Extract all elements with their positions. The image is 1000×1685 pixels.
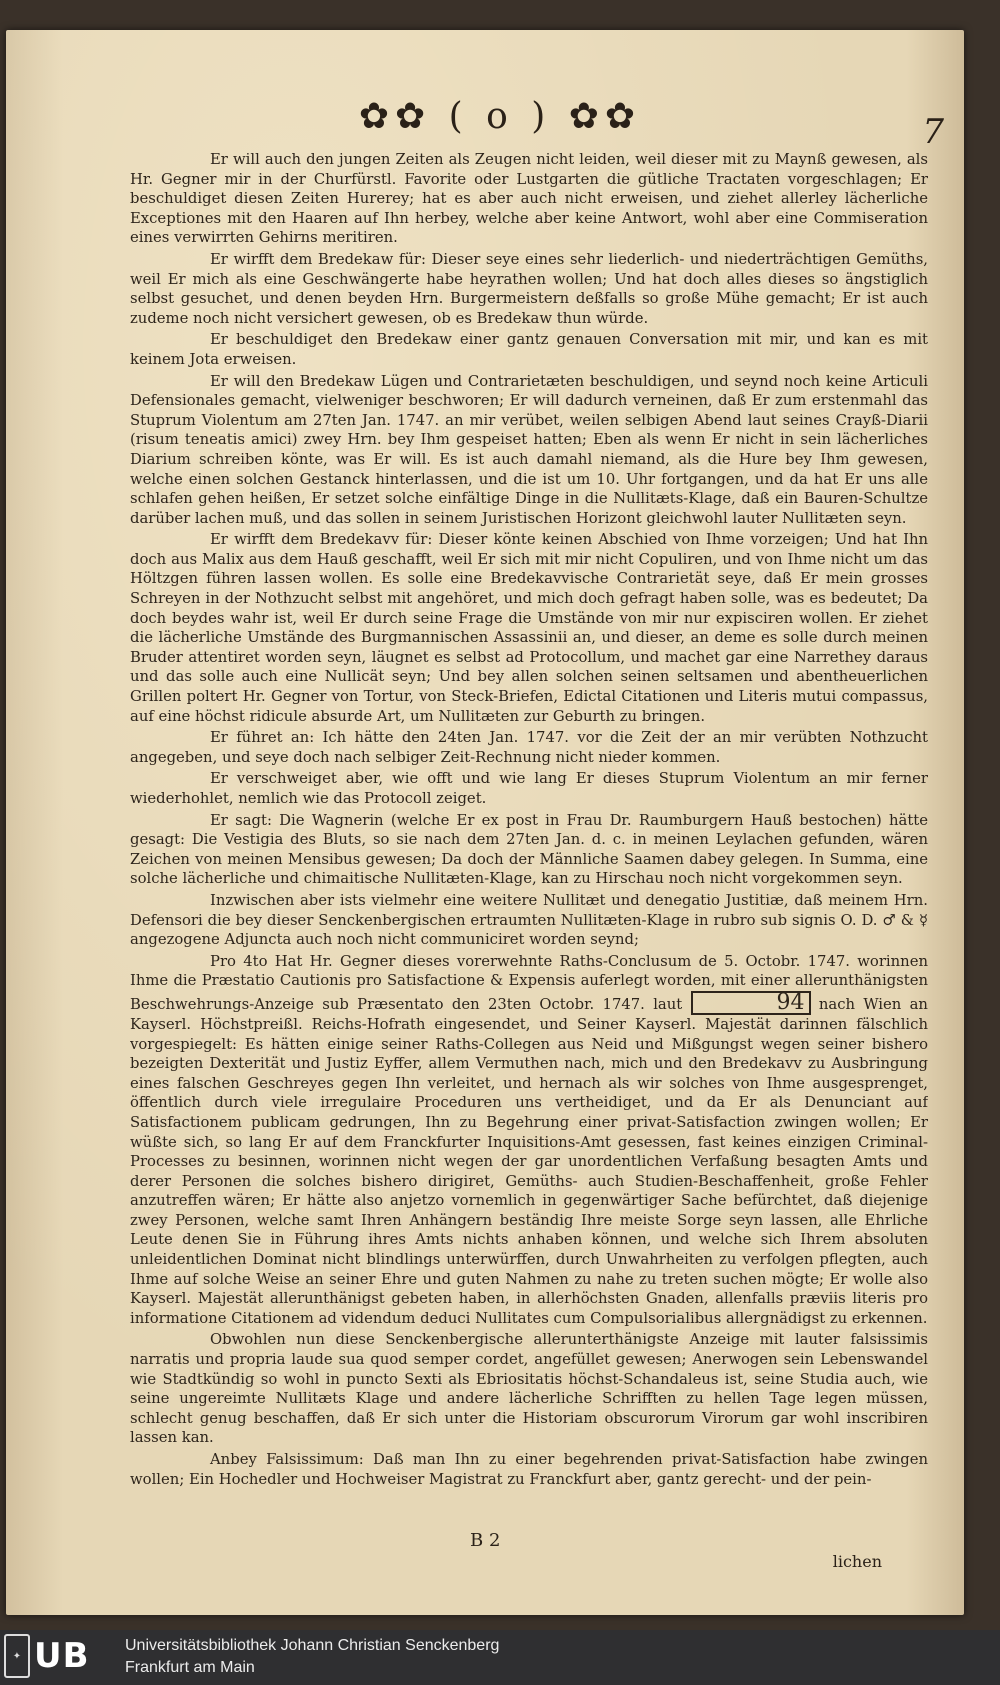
paragraph: Er verschweiget aber, wie offt und wie lang Er dieses Stuprum Violentum an mir ferner wiederhohlet, nemlich wie das Protocoll zeiget. bbox=[130, 770, 928, 807]
seal-icon: ✦ bbox=[4, 1634, 30, 1678]
document-body bbox=[130, 150, 928, 1495]
catchword: lichen bbox=[832, 1552, 882, 1571]
paragraph: Er führet an: Ich hätte den 24ten Jan. 1747. vor die Zeit der an mir verübten Nothzucht angegeben, und seye doch nach selbiger Zeit-Rechnung nicht nieder kommen. bbox=[130, 729, 928, 766]
paragraph: Er wirfft dem Bredekaw für: Dieser seye eines sehr liederlich- und niederträchtigen Gemüths, weil Er mich als eine Geschwängerte habe heyrathen wollen; Und hat doch alles dieses so ängstiglich selbst gesuchet, und denen beyden Hrn. Burgermeistern deßfalls so große Mühe gemacht; Er ist auch zudeme noch nicht versichert gewesen, ob es Bredekaw thun würde. bbox=[130, 250, 928, 327]
page-header-ornament: ✿✿ ( o ) ✿✿ bbox=[358, 96, 642, 137]
paragraph-part: nach Wien an Kayserl. Höchstpreißl. Reichs-Hofrath eingesendet, und Seiner Kayserl. Majestät darinnen fälschlich vorgespiegelt: Es hätten einige seiner Raths-Collegen aus Neid und Mißgungst wegen seiner bishero bezeigten Dexterität und Justiz Eyffer, allem Vermuthen nach, mich und den Bredekavv zu Ausbringung eines falschen Geschreyes gegen Ihn verleitet, und hernach als wir solches von Ihme ausgesprenget, öffentlich durch viele irregulaire Proceduren uns vertheidiget, und da Er als Denunciant auf Satisfactionem publicam gedrungen, Ihn zu Begehrung einer privat-Satisfaction zwingen wollen; Er wüßte sich, so lang Er auf dem Franckfurter Inquisitions-Amt gesessen, fast keines einzigen Criminal-Processes zu besinnen, worinnen nicht wegen der gar unordentlichen Verfaßung besagten Amts und derer Personen die solches bishero dirigiret, Gemüths- auch Studien-Beschaffenheit, große Fehler anzutreffen wären; Er hätte also anjetzo vornemlich in gegenwärtiger Sache befürchtet, daß diejenige zwey Personen, welche samt Ihren Anhängern beständig Ihre meiste Sorge seyn lassen, alle Ehrliche Leute denen Sie in Führung ihres Amts nichts anhaben können, und welche sich Ihrem absoluten unleidentlichen Dominat nicht blindlings unterwürffen, durch Unwahrheiten zu verfolgen pflegten, auch Ihme auf solche Weise an seiner Ehre und guten Nahmen zu nahe zu treten suchen mögte; Er wolle also Kayserl. Majestät allerunthänigst gebeten haben, in allerhöchsten Gnaden, allenfalls præviis literis pro informatione Citationem ad videndum deduci Nullitates cum Compulsorialibus allergnädigst zu erkennen. bbox=[130, 995, 928, 1327]
paragraph: Anbey Falsissimum: Daß man Ihn zu einer begehrenden privat-Satisfaction habe zwingen wollen; Ein Hochedler und Hochweiser Magistrat zu Franckfurt aber, gantz gerecht- und der pein- bbox=[130, 1451, 928, 1488]
logo-text: UB bbox=[34, 1636, 90, 1676]
page-number: 7 bbox=[922, 112, 944, 152]
paragraph: Er will auch den jungen Zeiten als Zeugen nicht leiden, weil dieser mit zu Maynß gewesen, als Hr. Gegner mir in der Churfürstl. Favorite oder Lustgarten die gütliche Tractaten vorgeschlagen; Er beschuldiget diesen Zeiten Hurerey; hat es aber auch nicht erweisen, und ziehet allerley lächerliche Exceptiones mit den Haaren auf Ihn herbey, welche aber keine Antwort, wohl aber eine Commiseration eines verwirrten Gehirns meritiren. bbox=[130, 151, 928, 247]
paragraph: Obwohlen nun diese Senckenbergische allerunterthänigste Anzeige mit lauter falsissimis narratis und propria laude sua quod semper cordet, angefüllet gewesen; Anerwogen sein Lebenswandel wie Stadtkündig so wohl in puncto Sexti als Ebriositatis höchst-Schandaleus ist, seine Studia auch, wie seine ungereimte Nullitæts Klage und andere lächerliche Schrifften zu hellen Tage legen müssen, schlecht genug beschaffen, daß Er sich unter die Historiam obscurorum Virorum gar wohl inscribiren lassen kan. bbox=[130, 1331, 928, 1447]
paragraph-with-reference bbox=[130, 952, 928, 1329]
institution-line-2: Frankfurt am Main bbox=[125, 1659, 255, 1676]
paragraph: Er wirfft dem Bredekavv für: Dieser könte keinen Abschied von Ihme vorzeigen; Und hat Ihn doch aus Malix aus dem Hauß geschafft, weil Er sich mit mir nicht Copuliren, und von Ihme nicht um das Höltzgen führen lassen wollen. Es solle eine Bredekavvische Contrarietät seye, daß Er mein grosses Schreyen in der Nothzucht selbst mit angehöret, und mich doch gefragt haben solle, was es bedeutet; Da doch beydes wahr ist, weil Er durch seine Frage die Umstände von mir nur expisciren wollen. Er ziehet die lächerliche Umstände des Burgmannischen Assassinii an, und dieser, an deme es solle durch meinen Bruder attentiret worden seyn, läugnet es selbst ad Protocollum, und machet gar eine Narrethey daraus und das solle auch eine Nullicät seyn; Und bey allen solchen seinen seltsamen und abentheuerlichen Grillen poltert Hr. Gegner von Tortur, von Steck-Briefen, Edictal Citationen und Literis mutui compassus, auf eine höchst ridicule absurde Art, um Nullitæten zur Geburth zu bringen. bbox=[130, 531, 928, 725]
paragraph: Inzwischen aber ists vielmehr eine weitere Nullitæt und denegatio Justitiæ, daß meinem Hrn. Defensori die bey dieser Senckenbergischen ertraumten Nullitæten-Klage in rubro sub signis O. D. ♂ & ☿ angezogene Adjuncta auch noch nicht communiciret worden seynd; bbox=[130, 891, 928, 949]
page-header-title: ( o ) bbox=[448, 96, 552, 137]
paragraph-part: Pro 4to Hat Hr. Gegner dieses vorerwehnte Raths-Conclusum de 5. Octobr. 1747. worinnen Ihme die Præstatio Cautionis pro Satisfactione & Expensis auferlegt worden, mit einer allerunthänigsten Beschwehrungs-Anzeige sub Præsentato den 23ten Octobr. 1747. laut bbox=[130, 952, 928, 1013]
library-logo[interactable] bbox=[4, 1634, 114, 1678]
footer-bar bbox=[0, 1630, 1000, 1685]
paragraph: Er will den Bredekaw Lügen und Contrarietæten beschuldigen, und seynd noch keine Articuli Defensionales gemacht, vielweniger beschworen; Er will dadurch verneinen, daß Er zum erstenmahl das Stuprum Violentum am 27ten Jan. 1747. an mir verübet, weilen selbigen Abend laut seines Crayß-Diarii (risum teneatis amici) zwey Hrn. bey Ihm gespeiset hatten; Eben als wenn Er nicht in sein lächerliches Diarium schreiben könte, was Er will. Es ist auch damahl niemand, als die Hure bey Ihm gewesen, welche einen solchen Gestanck hinterlassen, und die ist um 10. Uhr fortgangen, und da hat Er uns alle schlafen gehen heißen, Er setzet solche einfältige Dinge in die Nullitæts-Klage, daß ein Bauren-Schultze darüber lachen muß, und das sollen in seinem Juristischen Horizont gleichwohl lauter Nullitæten seyn. bbox=[130, 372, 928, 527]
paragraph: Er sagt: Die Wagnerin (welche Er ex post in Frau Dr. Raumburgern Hauß bestochen) hätte gesagt: Die Vestigia des Bluts, so sie nach dem 27ten Jan. d. c. in meinen Leylachen gefunden, wären Zeichen von meinen Mensibus gewesen; Da doch der Männliche Saamen dabey gelegen. In Summa, eine solche lächerliche und chimaitische Nullitæten-Klage, kan zu Hirschau noch nicht vorgekommen seyn. bbox=[130, 811, 928, 888]
signature-mark: B 2 bbox=[470, 1530, 501, 1551]
institution-line-1: Universitätsbibliothek Johann Christian Senckenberg bbox=[125, 1637, 500, 1654]
paragraph: Er beschuldiget den Bredekaw einer gantz genauen Conversation mit mir, und kan es mit keinem Jota erweisen. bbox=[130, 331, 928, 368]
institution-name bbox=[125, 1635, 499, 1679]
reference-box: 94 bbox=[691, 991, 811, 1015]
